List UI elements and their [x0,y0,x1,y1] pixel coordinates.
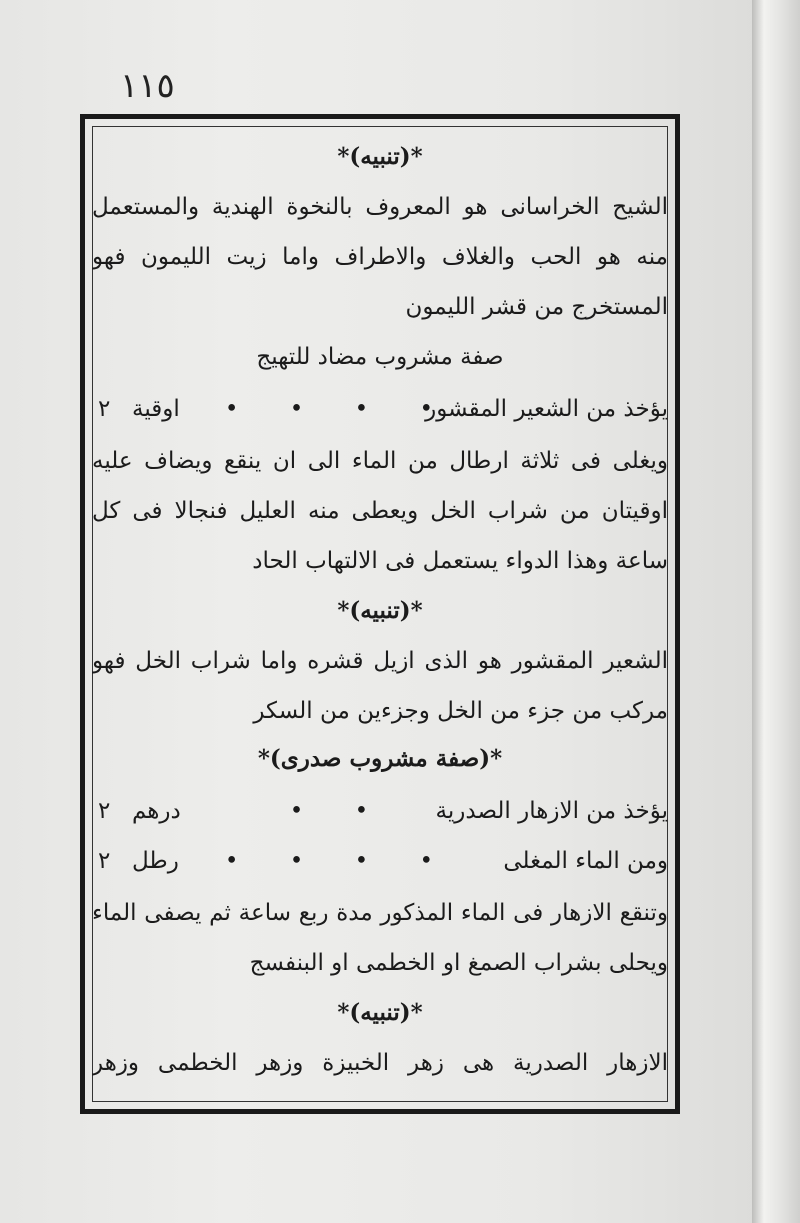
ingredient-quantity: ٢ [98,798,111,824]
ingredient-quantity: ٢ [98,396,111,422]
text-line: الشعير المقشور هو الذى ازيل قشره واما شراب الخل فهو [92,648,668,674]
text-line: وتنقع الازهار فى الماء المذكور مدة ربع ساعة ثم يصفى الماء [92,900,668,926]
ingredient-row [92,788,668,834]
text-line: المستخرج من قشر الليمون [405,294,668,320]
leader-dots: • • • • [224,396,456,422]
text-line: الشيح الخراسانى هو المعروف بالنخوة الهندية والمستعمل [92,194,668,220]
page-content [92,128,668,1104]
note-heading: *(تنبيه)* [337,597,423,624]
ingredient-name: يؤخذ من الشعير المقشور [425,396,668,422]
ingredient-row [92,838,668,884]
ingredient-name: يؤخذ من الازهار الصدرية [435,798,668,824]
text-line: اوقيتان من شراب الخل ويعطى منه العليل فنجالا فى كل [92,498,668,524]
note-heading: *(تنبيه)* [337,143,423,170]
recipe-heading: صفة مشروب مضاد للتهيج [256,344,504,370]
ingredient-row [92,386,668,432]
book-spine [752,0,800,1223]
note-heading: *(تنبيه)* [337,999,423,1026]
leader-dots: • • • • [224,848,456,874]
ingredient-unit: درهم [132,798,181,824]
ingredient-quantity: ٢ [98,848,111,874]
leader-dots: • • [289,798,391,824]
text-line: ويغلى فى ثلاثة ارطال من الماء الى ان ينقع ويضاف عليه [92,448,668,474]
recipe-heading: *(صفة مشروب صدرى)* [257,745,503,772]
ingredient-name: ومن الماء المغلى [503,848,668,874]
text-line: ساعة وهذا الدواء يستعمل فى الالتهاب الحاد [252,548,668,574]
text-line: منه هو الحب والغلاف والاطراف واما زيت الليمون فهو [92,244,668,270]
ingredient-unit: رطل [132,848,179,874]
text-line: الازهار الصدرية هى زهر الخبيزة وزهر الخطمى وزهر [92,1050,668,1076]
text-line: مركب من جزء من الخل وجزءين من السكر [253,698,668,724]
text-line: ويحلى بشراب الصمغ او الخطمى او البنفسج [249,950,668,976]
page-number: ١١٥ [120,66,175,106]
ingredient-unit: اوقية [132,396,180,422]
